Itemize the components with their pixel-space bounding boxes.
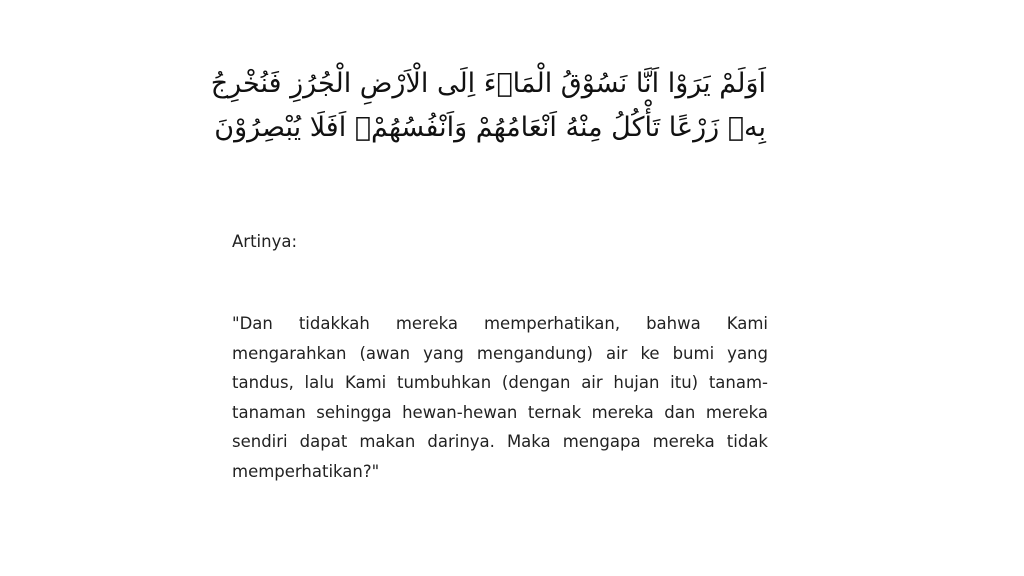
translation-text: "Dan tidakkah mereka memperhatikan, bahwa Kami mengarahkan (awan yang mengandung) air ke bumi yang tandus, lalu Kami tumbuhkan (dengan air hujan itu) tanam-tanaman sehingga hewan-hewan ternak mereka dan mereka sendiri dapat makan darinya. Maka mengapa mereka tidak memperhatikan?"	[232, 314, 768, 481]
arabic-verse-line-1: اَوَلَمْ يَرَوْا اَنَّا نَسُوْقُ الْمَاۤءَ اِلَى الْاَرْضِ الْجُرُزِ فَنُخْرِجُ	[210, 68, 766, 99]
arabic-verse-line-2: بِهٖ زَرْعًا تَأْكُلُ مِنْهُ اَنْعَامُهُمْ وَاَنْفُسُهُمْۗ اَفَلَا يُبْصِرُوْنَ	[214, 112, 766, 143]
translation-heading: Artinya:	[232, 232, 298, 251]
arabic-verse	[210, 62, 766, 150]
